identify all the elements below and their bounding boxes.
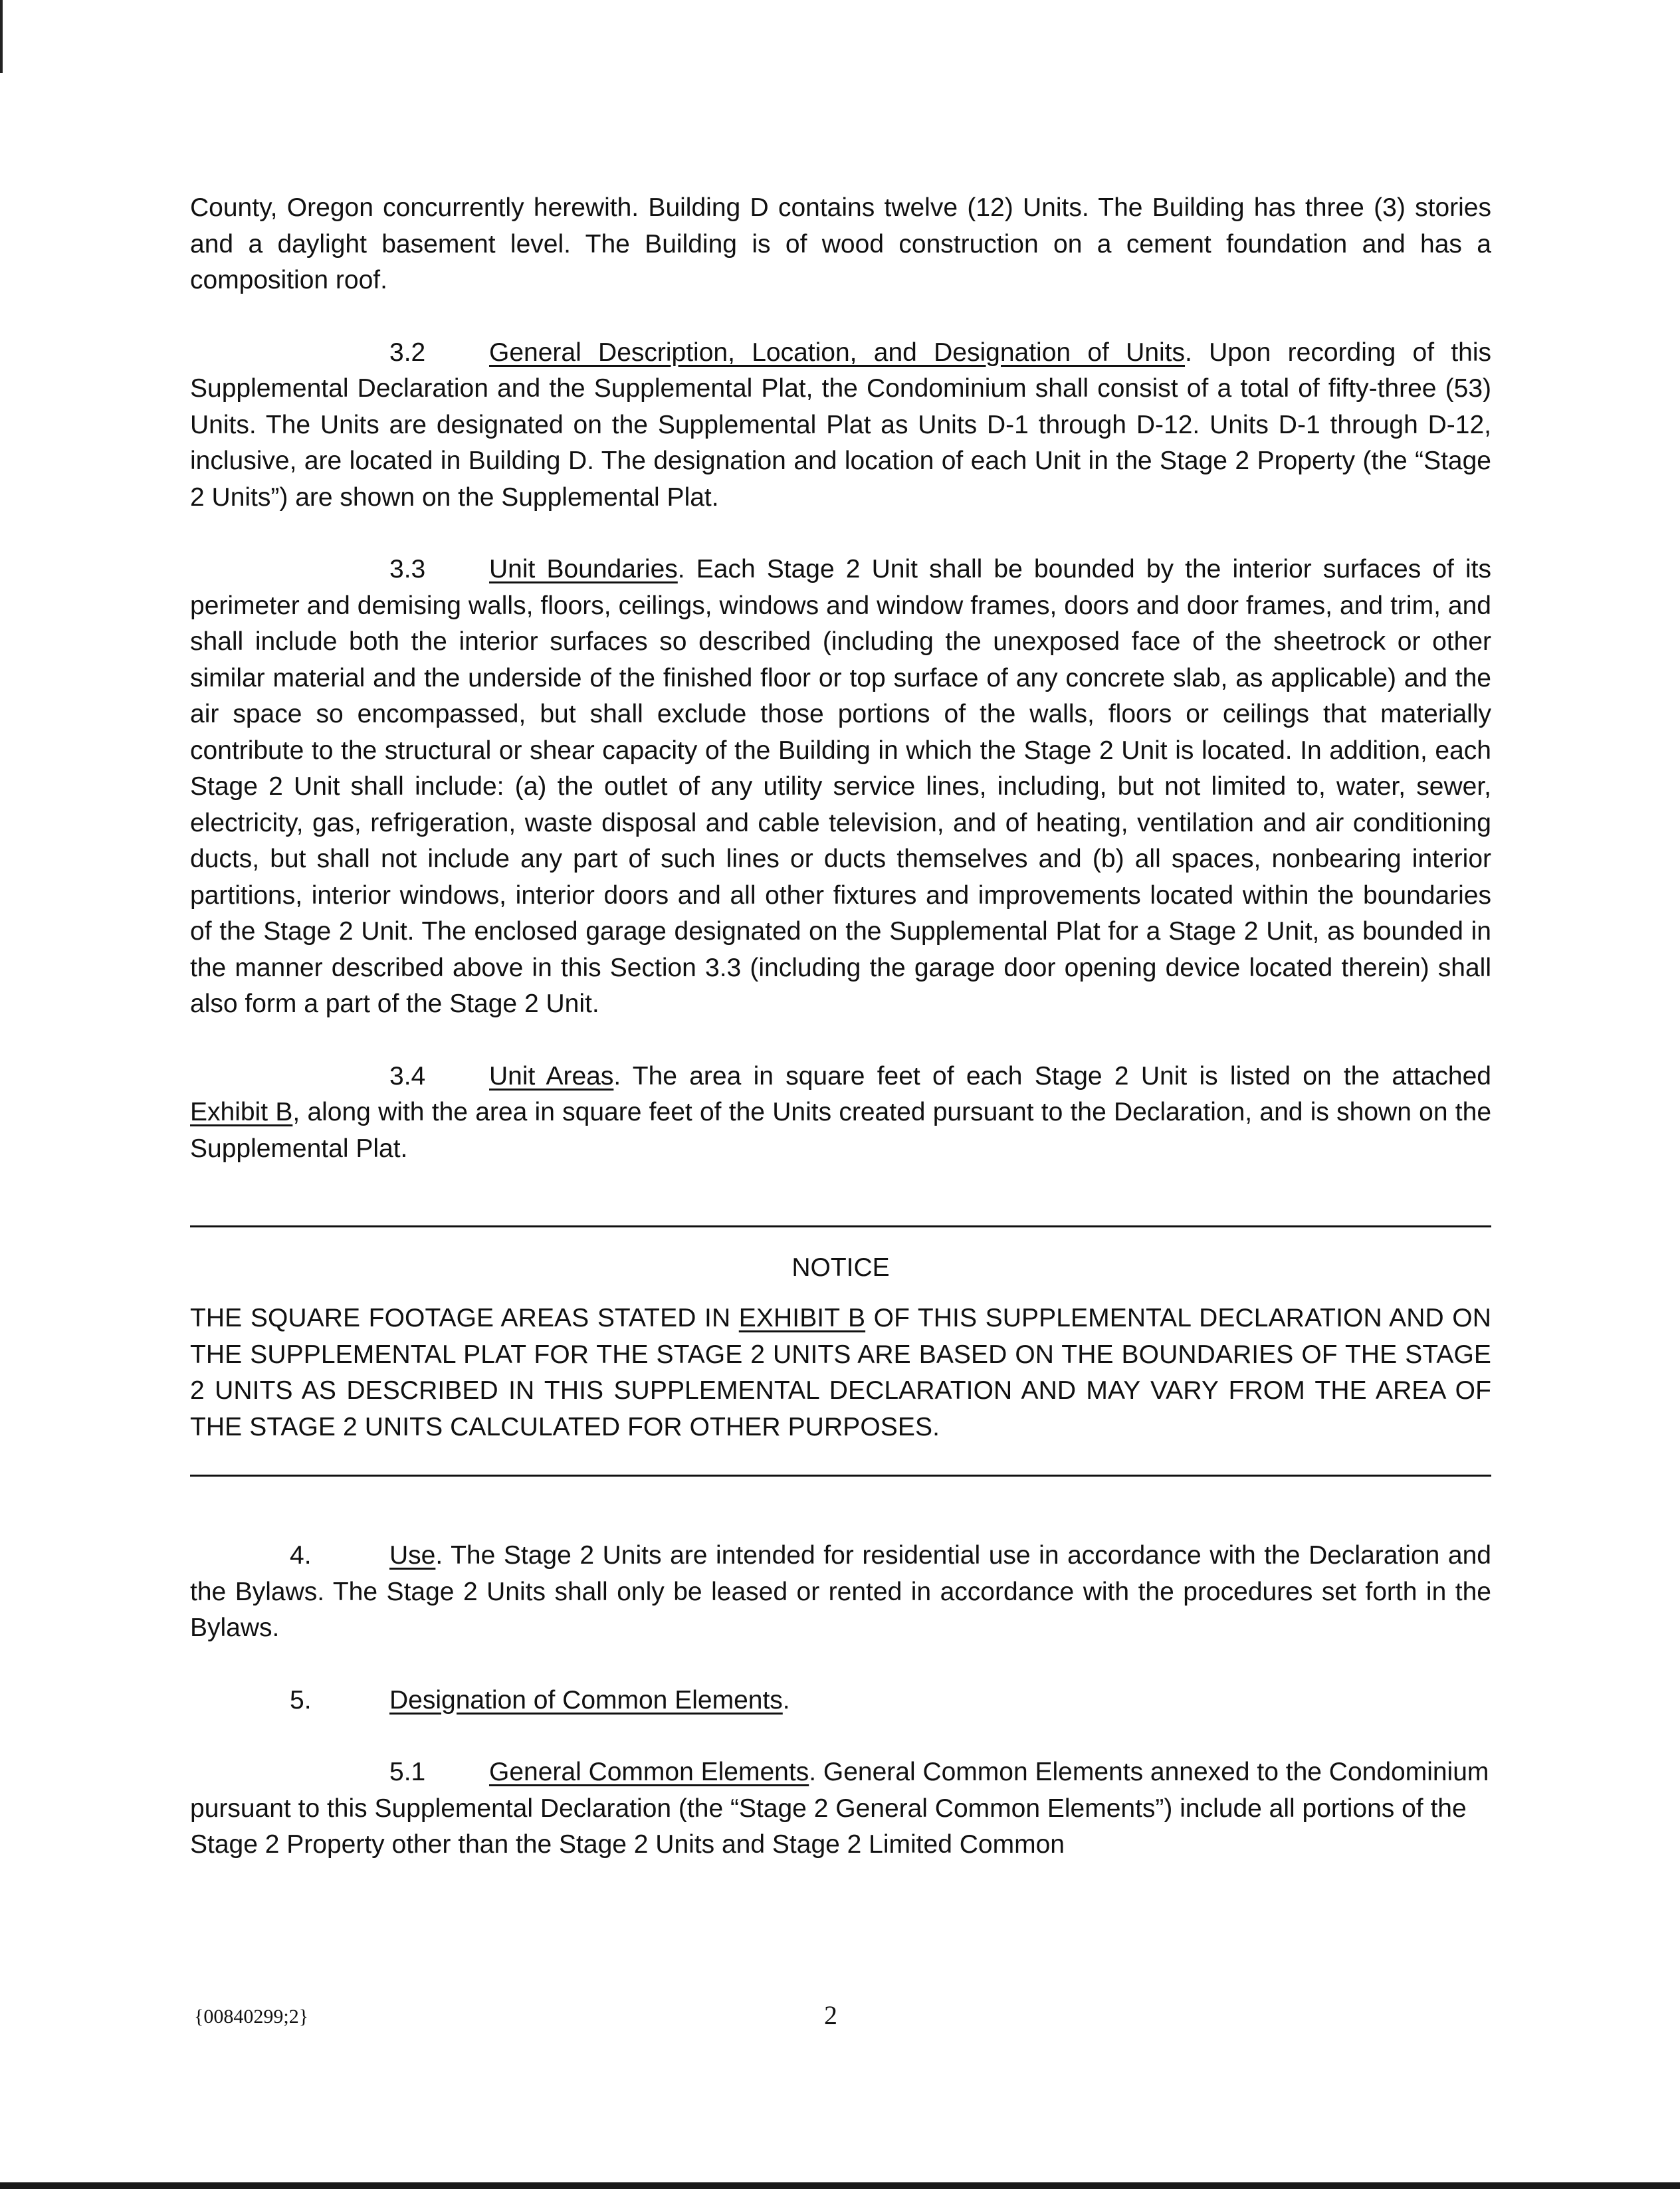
section-heading: Unit Boundaries [489, 555, 678, 583]
spacer [190, 1023, 1491, 1059]
scan-edge-left [0, 0, 3, 73]
section-heading: General Common Elements [489, 1758, 809, 1786]
section-number: 3.2 [389, 338, 426, 367]
exhibit-reference: Exhibit B [190, 1098, 293, 1126]
section-heading: Designation of Common Elements [389, 1685, 783, 1715]
section-text: . General Common Elements annexed to the Condominium pursuant to this Supplemental Declaration (the “Stage 2 General Common Elements”) include all portions of the Stage 2 Property other than the Stage 2 Units and Stage 2 Limited Common [190, 1758, 1489, 1859]
section-heading: Use [389, 1541, 436, 1570]
section-5-1 [190, 1754, 1491, 1863]
section-3-4 [190, 1059, 1491, 1168]
section-4 [190, 1538, 1491, 1647]
exhibit-reference: EXHIBIT B [738, 1304, 866, 1332]
section-text: . [782, 1685, 790, 1715]
notice-text: OF THIS SUPPLEMENTAL DECLARATION AND ON THE SUPPLEMENTAL PLAT FOR THE STAGE 2 UNITS ARE BASED ON THE BOUNDARIES OF THE STAGE 2 UNITS AS DESCRIBED IN THIS SUPPLEMENTAL DECLARATION AND MAY VARY FROM THE AREA OF THE STAGE 2 UNITS CALCULATED FOR OTHER PURPOSES. [190, 1304, 1491, 1441]
notice-text: THE SQUARE FOOTAGE AREAS STATED IN [190, 1304, 739, 1332]
intro-paragraph: County, Oregon concurrently herewith. Building D contains twelve (12) Units. The Building has three (3) stories and a daylight basement level. The Building is of wood construction on a cement foundation and has a composition roof. [190, 193, 1491, 294]
section-number: 3.4 [389, 1061, 426, 1091]
spacer [190, 1445, 1491, 1475]
spacer [190, 1227, 1491, 1250]
section-3-2 [190, 335, 1491, 516]
document-code: {00840299;2} [194, 2006, 309, 2028]
spacer [190, 1719, 1491, 1754]
section-heading: General Description, Location, and Designation of Units [489, 338, 1186, 367]
notice-body [190, 1301, 1491, 1445]
document-body [190, 190, 1491, 1863]
spacer [190, 1647, 1491, 1683]
section-number: 5.1 [389, 1758, 426, 1786]
section-number: 5. [290, 1685, 312, 1715]
section-text: . The area in square feet of each Stage 2 Unit is listed on the attached [613, 1061, 1491, 1091]
section-number: 3.3 [389, 555, 426, 583]
notice-title: NOTICE [791, 1253, 890, 1282]
section-text: , along with the area in square feet of the Units created pursuant to the Declaration, and is shown on the Supplemental Plat. [190, 1098, 1492, 1163]
scan-edge-bottom [0, 2182, 1680, 2189]
spacer [190, 1286, 1491, 1301]
section-5 [190, 1683, 1491, 1719]
spacer [190, 299, 1491, 335]
spacer [190, 1477, 1491, 1538]
section-text: . Upon recording of this Supplemental Declaration and the Supplemental Plat, the Condominium shall consist of a total of fifty-three (53) Units. The Units are designated on the Supplemental Plat as Units D-1 through D-12. Units D-1 through D-12, inclusive, are located in Building D. The designation and location of each Unit in the Stage 2 Property (the “Stage 2 Units”) are shown on the Supplemental Plat. [190, 338, 1492, 512]
section-heading: Unit Areas [489, 1061, 614, 1091]
page-number: 2 [824, 2000, 837, 2030]
section-text: . The Stage 2 Units are intended for residential use in accordance with the Declaration and the Bylaws. The Stage 2 Units shall only be leased or rented in accordance with the procedures set forth in the Bylaws. [190, 1541, 1491, 1642]
section-number: 4. [290, 1541, 312, 1570]
section-text: . Each Stage 2 Unit shall be bounded by the interior surfaces of its perimeter and demising walls, floors, ceilings, windows and window frames, doors and door frames, and trim, and shall include both the interior surfaces so described (including the unexposed face of the sheetrock or other similar material and the underside of the finished floor or top surface of any concrete slab, as applicable) and the air space so encompassed, but shall exclude those portions of the walls, floors or ceilings that materially contribute to the structural or shear capacity of the Building in which the Stage 2 Unit is located. In addition, each Stage 2 Unit shall include: (a) the outlet of any utility service lines, including, but not limited to, water, sewer, electricity, gas, refrigeration, waste disposal and cable television, and of heating, ventilation and air conditioning ducts, but shall not include any part of such lines or ducts themselves and (b) all spaces, nonbearing interior partitions, interior windows, interior doors and all other fixtures and improvements located within the boundaries of the Stage 2 Unit. The enclosed garage designated on the Supplemental Plat for a Stage 2 Unit, as bounded in the manner described above in this Section 3.3 (including the garage door opening device located therein) shall also form a part of the Stage 2 Unit. [190, 555, 1491, 1018]
spacer [190, 516, 1491, 552]
spacer [190, 1167, 1491, 1225]
section-3-3 [190, 552, 1491, 1023]
